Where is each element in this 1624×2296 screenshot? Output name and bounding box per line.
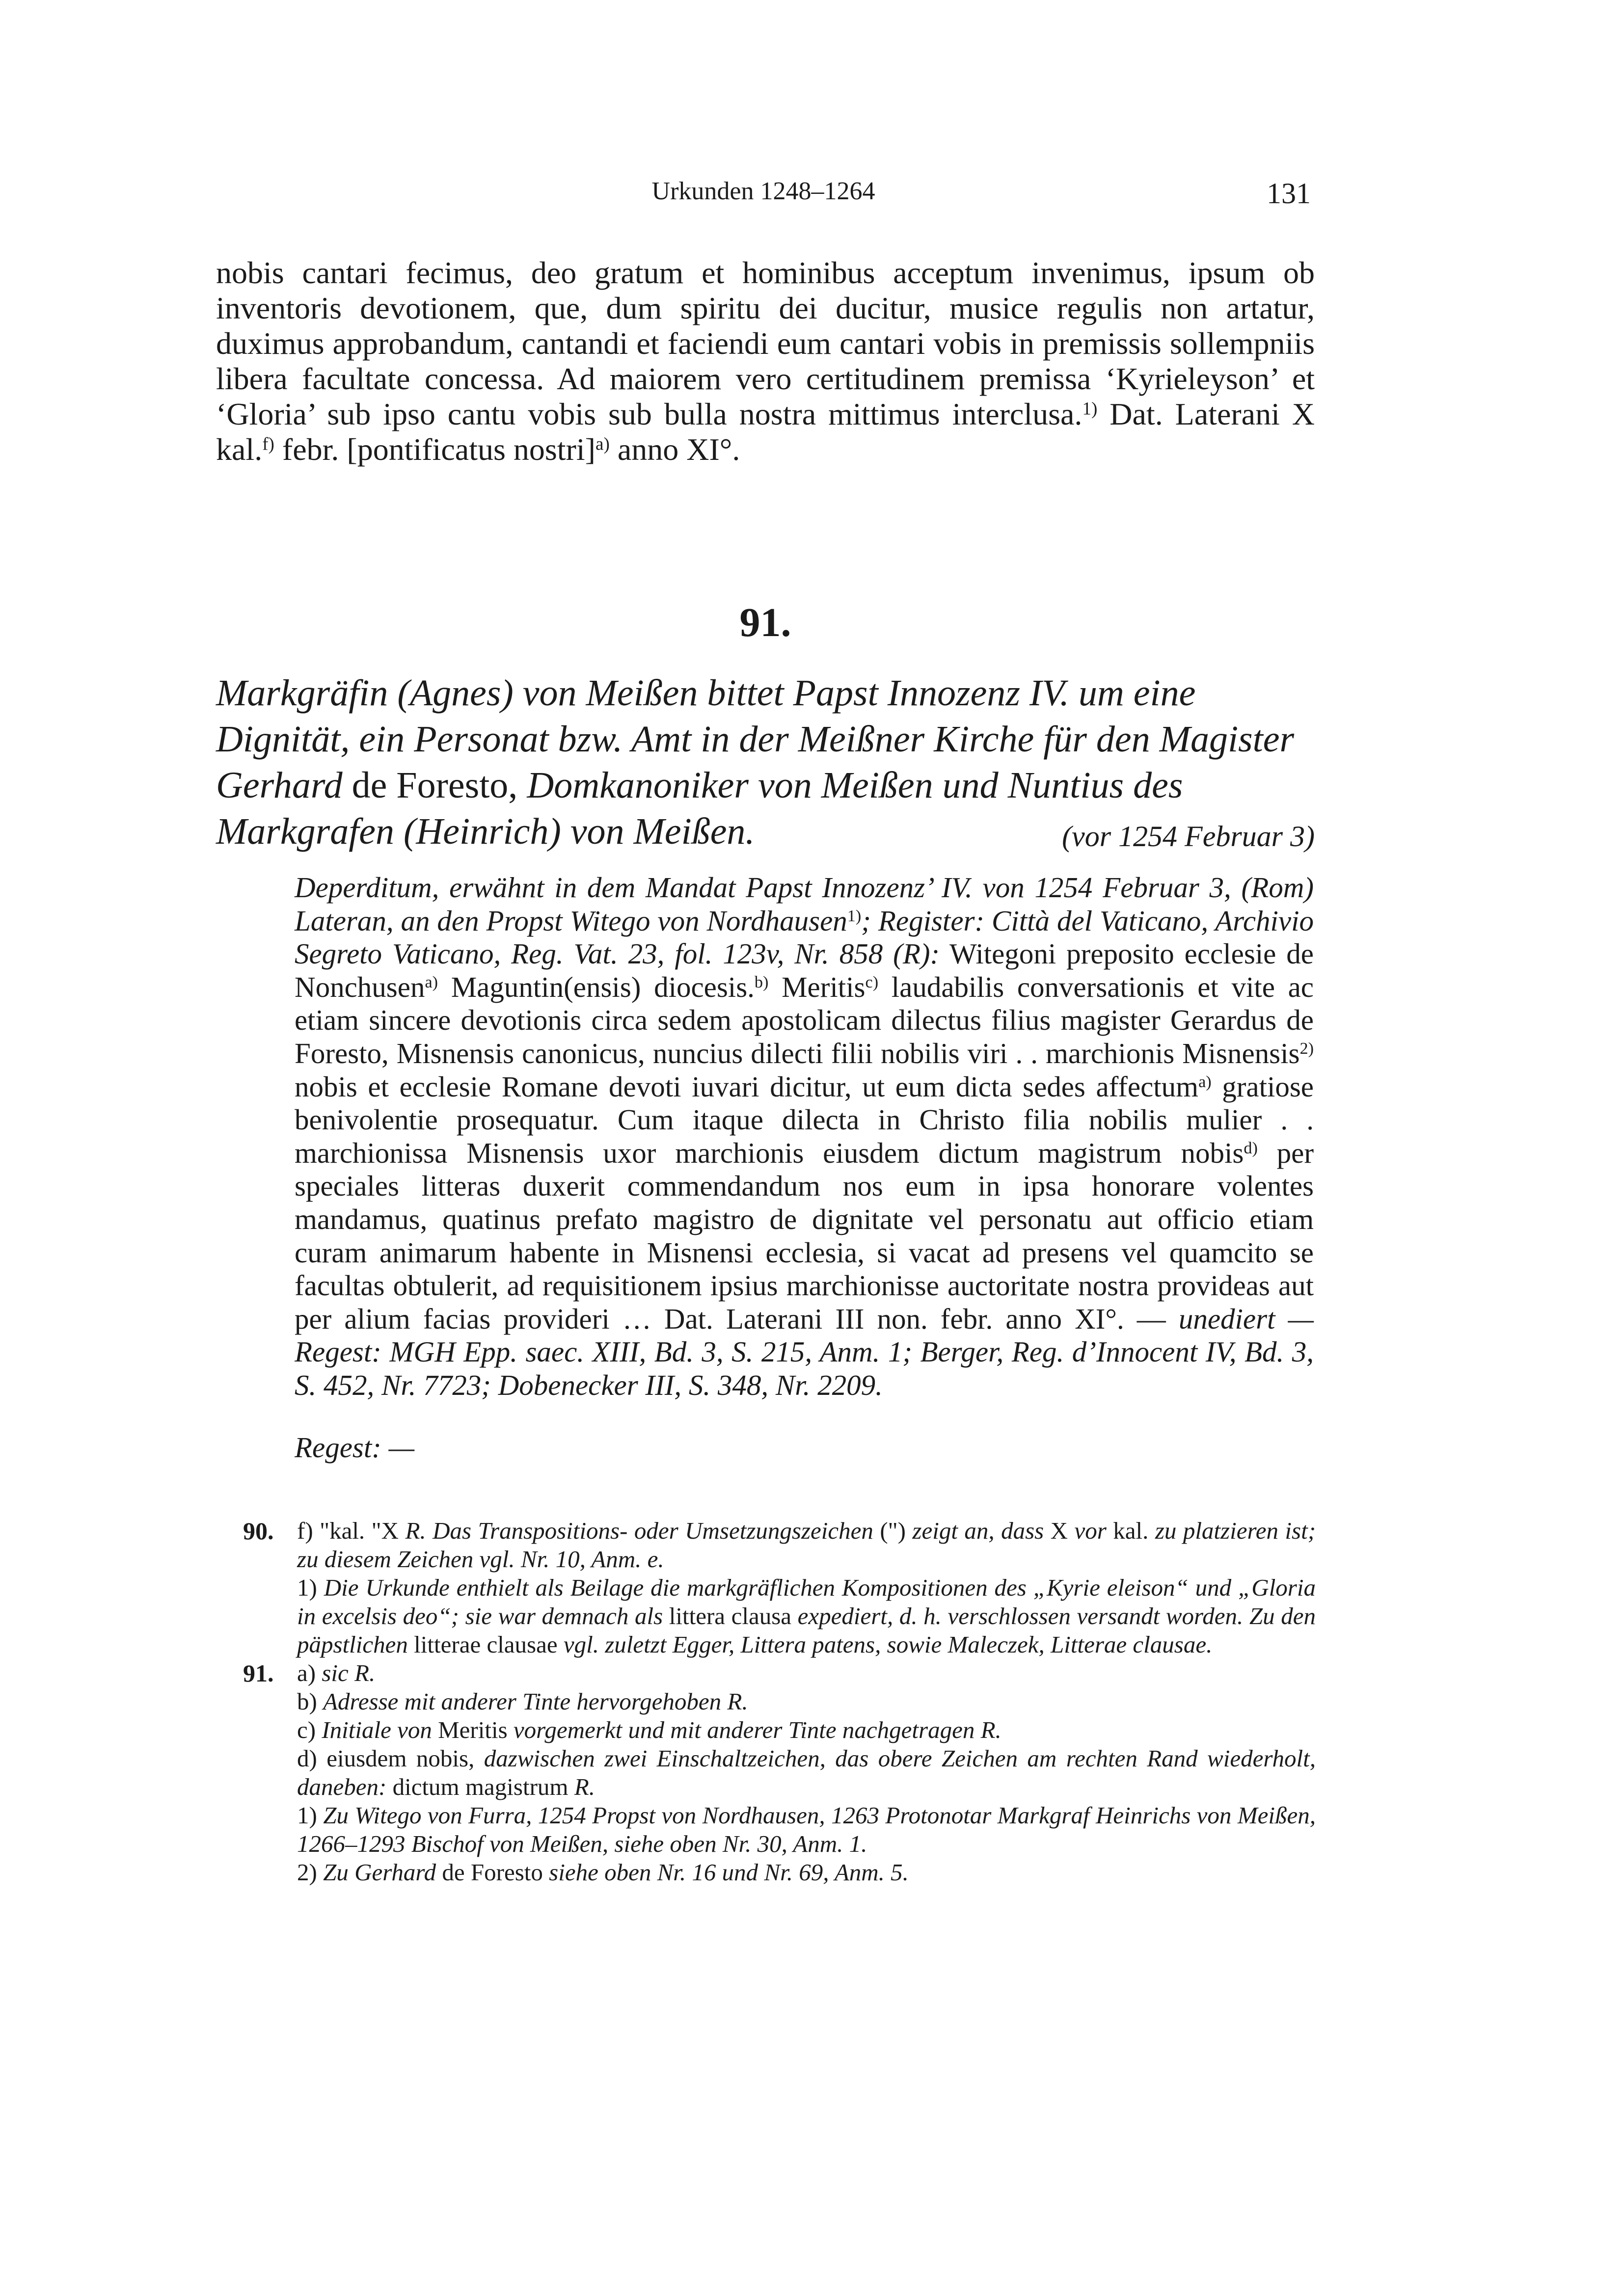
footnote-marker: f)	[262, 434, 274, 454]
text: littera clausa	[663, 1602, 798, 1629]
text: de Foresto	[436, 1859, 549, 1886]
footnotes	[243, 1517, 1316, 1887]
text: expediert, d. h. verschlossen versandt worden. Zu den päpstlichen	[297, 1602, 1316, 1658]
text: Initiale von	[322, 1716, 432, 1743]
running-head	[216, 177, 1311, 216]
document-body	[295, 871, 1314, 1402]
text: vor	[1074, 1517, 1107, 1544]
footnote-marker: b)	[754, 973, 769, 991]
footnote-marker: d)	[1244, 1139, 1258, 1157]
text: ; Register: Città del Vaticano, Archivio Segreto Vaticano, Reg. Vat. 23, fol. 123v, Nr. 858 (R):	[295, 904, 1314, 970]
text: sic R.	[322, 1659, 376, 1686]
text: litterae clausae	[407, 1631, 564, 1658]
text: a)	[297, 1659, 322, 1686]
text: (")	[873, 1517, 913, 1544]
text: laudabilis conversationis et vite ac etiam sincere devotionis circa sedem apostolicam dilectus filius magister Gerardus de Foresto, Misnensis canonicus, nuncius dilecti filii nobilis viri . . marchionis Misnensis	[295, 970, 1314, 1069]
continued-text-paragraph	[216, 255, 1315, 467]
text: siehe oben Nr. 16 und Nr. 69, Anm. 5.	[549, 1859, 909, 1886]
footnote-marker: a)	[595, 434, 610, 454]
footnote-1	[297, 1574, 1316, 1659]
title-name: de Foresto,	[342, 765, 527, 806]
text: unediert — Regest: MGH Epp. saec. XIII, Bd. 3, S. 215, Anm. 1; Berger, Reg. d’Innocent IV, Bd. 3, S. 452, Nr. 7723; Dobenecker III, S. 348, Nr. 2209.	[295, 1302, 1314, 1401]
text: 2)	[297, 1859, 324, 1886]
text: vgl. zuletzt Egger, Littera patens, sowie Maleczek, Litterae clausae.	[563, 1631, 1213, 1658]
title-text: Markgräfin (Agnes) von Meißen bittet Papst Innozenz IV. um eine Dignität, ein Personat bzw. Amt in der Meißner Kirche für den Magister Gerhard	[216, 672, 1295, 806]
footnote-b	[297, 1687, 1316, 1716]
document-number: 91.	[739, 600, 791, 645]
text: per speciales litteras duxerit commendandum nos eum in ipsa honorare volentes mandamus, quatinus prefato magistro de dignitate vel personatu aut officio etiam curam animarum habente in Misnensi ecclesia, si vacat ad presens vel quamcito se facultas obtulerit, ad requisitionem ipsius marchionisse auctoritate nostra provideas aut per alium facias provideri … Dat. Laterani III non. febr. anno XI°. —	[295, 1136, 1314, 1335]
regest-line: Regest: —	[295, 1431, 415, 1464]
text: febr. [pontificatus nostri]	[274, 432, 595, 467]
footnote-marker: 1)	[847, 907, 862, 925]
footnote-marker: a)	[425, 973, 438, 991]
text: nobis et ecclesie Romane devoti iuvari dicitur, ut eum dicta sedes affectum	[295, 1070, 1199, 1103]
text: Zu Gerhard	[323, 1859, 436, 1886]
document-date: (vor 1254 Februar 3)	[1062, 820, 1315, 853]
footnote-marker: 1)	[1082, 399, 1098, 419]
footnote-c	[297, 1716, 1316, 1744]
footnote-marker: a)	[1198, 1072, 1212, 1091]
running-title: Urkunden 1248–1264	[651, 177, 875, 205]
text: 1)	[297, 1574, 324, 1601]
text: Deperditum, erwähnt in dem Mandat Papst Innozenz’ IV. von 1254 Februar 3, (Rom) Lateran, an den Propst Witego von Nordhausen	[295, 871, 1314, 937]
text: dictum magistrum	[386, 1773, 574, 1800]
title-text: Domkanoniker von Meißen und Nuntius des Markgrafen (Heinrich) von Meißen.	[216, 765, 1183, 852]
footnote-1	[297, 1801, 1316, 1858]
text: d) eiusdem nobis,	[297, 1745, 484, 1772]
footnote-group-number: 90.	[243, 1517, 274, 1545]
footnote-f	[297, 1517, 1316, 1574]
text: dazwischen zwei Einschaltzeichen, das obere Zeichen am rechten Rand wiederholt, daneben:	[297, 1745, 1316, 1800]
text: Adresse mit anderer Tinte hervorgehoben R.	[323, 1688, 748, 1715]
text: X	[1044, 1517, 1075, 1544]
footnote-group-number: 91.	[243, 1659, 274, 1687]
text: c)	[297, 1716, 322, 1743]
footnote-2	[297, 1858, 1316, 1887]
text: zu platzieren ist; zu diesem Zeichen vgl. Nr. 10, Anm. e.	[297, 1517, 1316, 1573]
footnote-group-90	[243, 1517, 1316, 1659]
text: Meritis	[768, 970, 866, 1003]
text: R.	[574, 1773, 595, 1800]
footnote-d	[297, 1744, 1316, 1801]
footnote-a	[297, 1659, 1316, 1687]
text: f) "kal. "X	[297, 1517, 406, 1544]
text: Meritis	[432, 1716, 514, 1743]
text: kal.	[1106, 1517, 1155, 1544]
text: Dat. Laterani X kal.	[216, 397, 1315, 467]
text: Zu Witego von Furra, 1254 Propst von Nordhausen, 1263 Protonotar Markgraf Heinrichs von Meißen, 1266–1293 Bischof von Meißen, siehe oben Nr. 30, Anm. 1.	[297, 1802, 1316, 1857]
text: 1)	[297, 1802, 324, 1829]
text: b)	[297, 1688, 324, 1715]
text: gratiose benivolentie prosequatur. Cum itaque dilecta in Christo filia nobilis mulier . . marchionissa Misnensis uxor marchionis eiusdem dictum magistrum nobis	[295, 1070, 1314, 1169]
text: zeigt an, dass	[912, 1517, 1044, 1544]
text: R. Das Transpositions- oder Umsetzungszeichen	[405, 1517, 873, 1544]
text: nobis cantari fecimus, deo gratum et hominibus acceptum invenimus, ipsum ob inventoris devotionem, que, dum spiritu dei ducitur, musice regulis non artatur, duximus approbandum, cantandi et faciendi eum cantari vobis in premissis sollempniis libera facultate concessa. Ad maiorem vero certitudinem premissa ‘Kyrieleyson’ et ‘Gloria’ sub ipso cantu vobis sub bulla nostra mittimus interclusa.	[216, 255, 1315, 431]
footnote-marker: 2)	[1299, 1040, 1314, 1058]
text: Maguntin(ensis) diocesis.	[438, 970, 755, 1003]
footnote-group-91	[243, 1659, 1316, 1887]
text: vorgemerkt und mit anderer Tinte nachgetragen R.	[513, 1716, 1001, 1743]
text: Witegoni preposito ecclesie de Nonchusen	[295, 937, 1314, 1003]
text: Die Urkunde enthielt als Beilage die markgräflichen Kompositionen des „Kyrie eleison“ und „Gloria in excelsis deo“; sie war demnach als	[297, 1574, 1316, 1629]
page-number: 131	[1267, 177, 1311, 210]
footnote-marker: c)	[865, 973, 879, 991]
text: anno XI°.	[609, 432, 740, 467]
